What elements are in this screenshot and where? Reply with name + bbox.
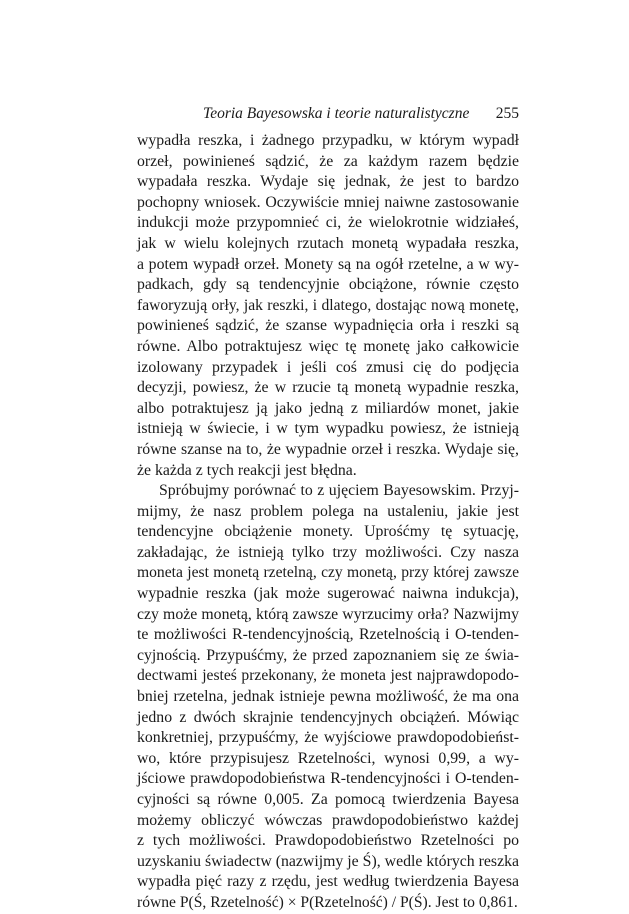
text-line: moneta jest monetą rzetelną, czy monetą, przy której zawsze [137, 564, 519, 582]
text-line: wypadnie reszka (jak może sugerować naiwna indukcja), [137, 585, 519, 603]
page-number: 255 [495, 105, 519, 122]
text-line: możemy obliczyć wówczas prawdopodobieństwo każdej [137, 811, 519, 829]
text-line: że każda z tych reakcji jest błędna. [137, 461, 357, 479]
text-line: pochopny wniosek. Oczywiście mniej naiwne zastosowanie [137, 193, 519, 211]
text-line: wypadała reszka. Wydaje się jednak, że jest to bardzo [137, 173, 519, 191]
text-line: Spróbujmy porównać to z ujęciem Bayesowskim. Przyj- [159, 482, 519, 500]
text-line: a potem wypadł orzeł. Monety są na ogół rzetelne, a w wy- [137, 255, 519, 273]
text-line: jedno z dwóch skrajnie tendencyjnych obciążeń. Mówiąc [137, 708, 519, 726]
text-line: izolowany przypadek i jeśli coś zmusi cię do podjęcia [137, 358, 519, 376]
text-line: albo potraktujesz ją jako jedną z miliardów monet, jakie [137, 399, 519, 417]
text-line: orzeł, powinieneś sądzić, że za każdym razem będzie [137, 152, 519, 170]
text-line: zakładając, że istnieją tylko trzy możliwości. Czy nasza [137, 543, 519, 561]
text-line: równe szanse na to, że wypadnie orzeł i reszka. Wydaje się, [137, 440, 519, 458]
text-line: istnieją w świecie, i w tym wypadku powiesz, że istnieją [137, 420, 519, 438]
text-line: konkretniej, przypuśćmy, że wyjściowe prawdopodobieńst- [137, 729, 519, 747]
text-line: decyzji, powiesz, że w rzucie tą monetą wypadnie reszka, [137, 379, 519, 397]
text-line: te możliwości R-tendencyjnością, Rzetelnością i O-tenden- [137, 626, 519, 644]
body-text [137, 131, 519, 914]
text-line: czy może monetą, którą zawsze wyrzucimy orła? Nazwijmy [137, 605, 519, 623]
running-title: Teoria Bayesowska i teorie naturalistyczne [203, 105, 470, 122]
text-line: faworyzują orły, jak reszki, i dlatego, dostając nową monetę, [137, 296, 519, 314]
text-line: wypadła pięć razy z rzędu, jest według twierdzenia Bayesa [137, 873, 519, 891]
text-line: powinieneś sądzić, że szanse wypadnięcia orła i reszki są [137, 317, 519, 335]
text-line: cyjności są równe 0,005. Za pomocą twierdzenia Bayesa [137, 791, 519, 808]
text-line: dectwami jesteś przekonany, że moneta jest najprawdopodo- [137, 667, 519, 685]
text-line: z tych możliwości. Prawdopodobieństwo Rzetelności po [137, 832, 519, 850]
text-line: cyjnością. Przypuśćmy, że przed zapoznaniem się ze świa- [137, 646, 519, 664]
running-head [137, 103, 519, 125]
text-line: jściowe prawdopodobieństwa R-tendencyjności i O-tenden- [137, 770, 519, 788]
text-line: wo, które przypisujesz Rzetelności, wynosi 0,99, a wy- [137, 749, 519, 767]
text-line: równe P(Ś, Rzetelność) × P(Rzetelność) / P(Ś). Jest to 0,861. [137, 893, 518, 911]
text-line: padkach, gdy są tendencyjnie obciążone, równie często [137, 276, 519, 294]
text-line: indukcji może przypomnieć ci, że wielokrotnie widziałeś, [137, 214, 519, 232]
text-line: tendencyjne obciążenie monety. Uprośćmy tę sytuację, [137, 523, 519, 541]
text-line: mijmy, że nasz problem polega na ustaleniu, jakie jest [137, 502, 519, 520]
text-line: jak w wielu kolejnych rzutach monetą wypadała reszka, [137, 234, 519, 252]
paragraph [137, 481, 519, 913]
text-line: wypadła reszka, i żadnego przypadku, w którym wypadł [137, 132, 519, 149]
text-line: równe. Albo potraktujesz więc tę monetę jako całkowicie [137, 337, 519, 355]
paragraph [137, 131, 519, 481]
text-line: bniej rzetelna, jednak istnieje pewna możliwość, że ma ona [137, 688, 519, 706]
text-line: uzyskaniu świadectw (nazwijmy je Ś), wedle których reszka [137, 852, 519, 870]
